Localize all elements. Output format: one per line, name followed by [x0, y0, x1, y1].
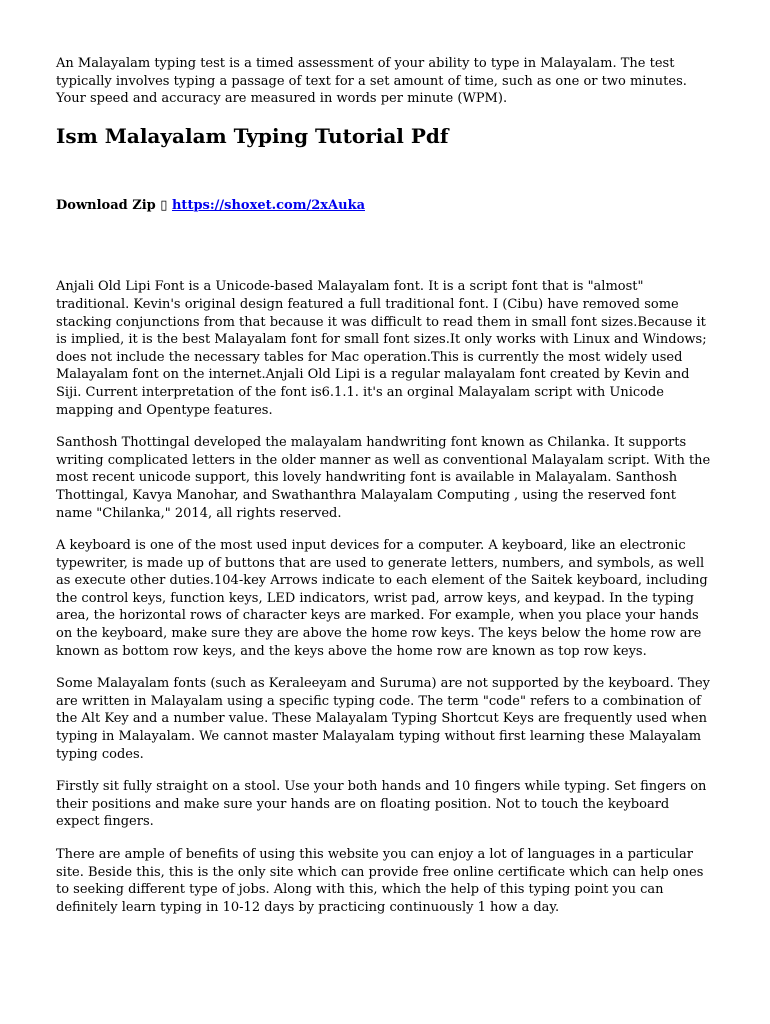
body-paragraph: Some Malayalam fonts (such as Keraleeyam and Suruma) are not supported by the keyboard. They are written in Malayalam using a specific typing code. The term "code" refers to a combination of the Alt Key and a number value. These Malayalam Typing Shortcut Keys are frequently used when typing in Malayalam. We cannot master Malayalam typing without first learning these Malayalam typing codes.: [56, 676, 711, 762]
placeholder-glyph-icon: ▯: [160, 197, 168, 213]
body-paragraph: Firstly sit fully straight on a stool. Use your both hands and 10 fingers while typing. Set fingers on their positions and make sure your hands are on floating position. Not to touch the keyboard expect fingers.: [56, 779, 707, 830]
body-paragraph: Santhosh Thottingal developed the malayalam handwriting font known as Chilanka. It supports writing complicated letters in the older manner as well as conventional Malayalam script. With the most recent unicode support, this lovely handwriting font is available in Malayalam. Santhosh Thottingal, Kavya Manohar, and Swathanthra Malayalam Computing , using the reserved font name "Chilanka," 2014, all rights reserved.: [56, 435, 711, 521]
document-page: [56, 55, 716, 931]
page-title: Ism Malayalam Typing Tutorial Pdf: [56, 123, 449, 148]
body-paragraph: A keyboard is one of the most used input devices for a computer. A keyboard, like an electronic typewriter, is made up of buttons that are used to generate letters, numbers, and symbols, as well as execute other duties.104-key Arrows indicate to each element of the Saitek keyboard, including the control keys, function keys, LED indicators, wrist pad, arrow keys, and keypad. In the typing area, the horizontal rows of character keys are marked. For example, when you place your hands on the keyboard, make sure they are above the home row keys. The keys below the home row are known as bottom row keys, and the keys above the home row are known as top row keys.: [56, 538, 708, 659]
body-paragraph: Anjali Old Lipi Font is a Unicode-based Malayalam font. It is a script font that is "almost" traditional. Kevin's original design featured a full traditional font. I (Cibu) have removed some stacking conjunctions from that because it was difficult to read them in small font sizes.Because it is implied, it is the best Malayalam font for small font sizes.It only works with Linux and Windows; does not include the necessary tables for Mac operation.This is currently the most widely used Malayalam font on the internet.Anjali Old Lipi is a regular malayalam font created by Kevin and Siji. Current interpretation of the font is6.1.1. it's an orginal Malayalam script with Unicode mapping and Opentype features.: [56, 279, 707, 418]
download-label: Download Zip: [56, 197, 156, 213]
download-line: [56, 197, 716, 215]
article-body: [56, 278, 716, 916]
intro-paragraph: An Malayalam typing test is a timed assessment of your ability to type in Malayalam. The test typically involves typing a passage of text for a set amount of time, such as one or two minutes. Your speed and accuracy are measured in words per minute (WPM).: [56, 56, 687, 107]
body-paragraph: There are ample of benefits of using this website you can enjoy a lot of languages in a particular site. Beside this, this is the only site which can provide free online certificate which can help ones to seeking different type of jobs. Along with this, which the help of this typing point you can definitely learn typing in 10-12 days by practicing continuously 1 how a day.: [56, 847, 704, 915]
download-link[interactable]: https://shoxet.com/2xAuka: [171, 197, 365, 213]
